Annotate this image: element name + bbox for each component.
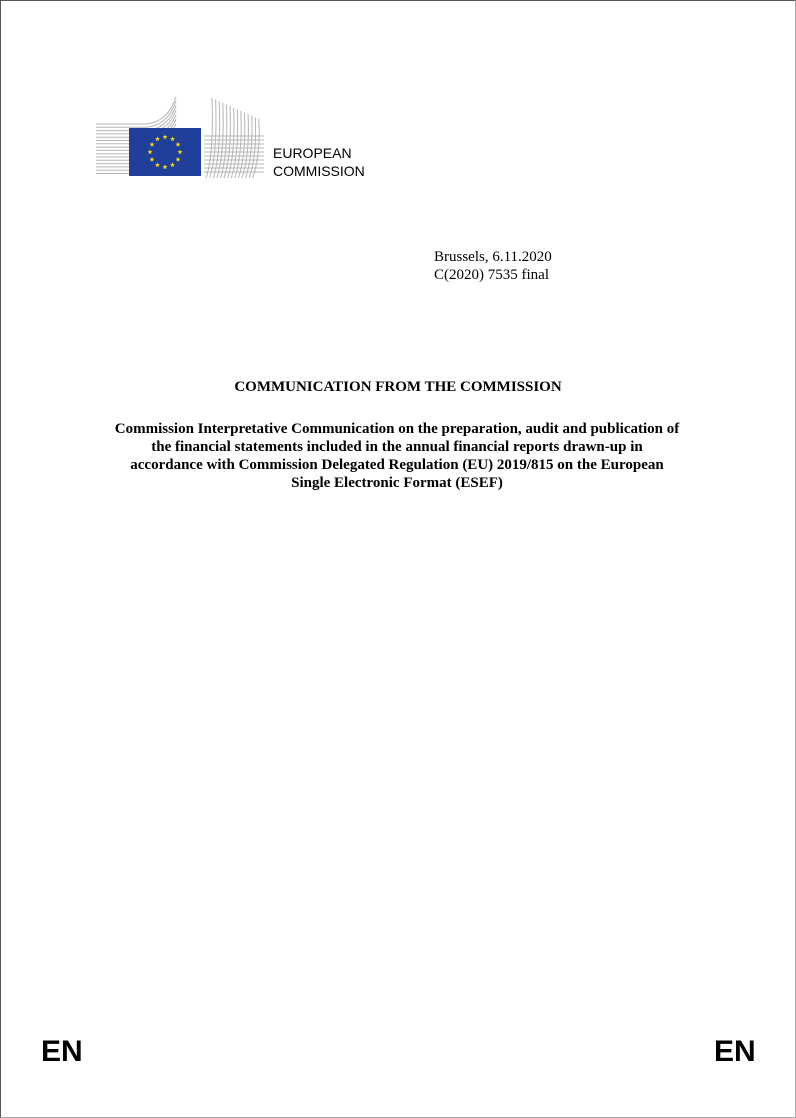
title-line: the financial statements included in the annual financial reports drawn-up in — [151, 439, 643, 455]
language-code-left: EN — [41, 1035, 83, 1068]
org-name-line2: COMMISSION — [273, 163, 365, 179]
date-reference-block — [434, 248, 552, 284]
document-reference: C(2020) 7535 final — [434, 267, 549, 283]
document-type-heading: COMMUNICATION FROM THE COMMISSION — [234, 379, 562, 395]
berlaymont-building-icon — [96, 94, 266, 180]
title-line: Commission Interpretative Communication on the preparation, audit and publication of — [114, 421, 680, 437]
document-title — [91, 420, 703, 492]
organisation-name — [273, 144, 365, 180]
title-line: Single Electronic Format (ESEF) — [291, 475, 503, 491]
european-commission-logo — [96, 94, 266, 180]
org-name-line1: EUROPEAN — [273, 145, 352, 161]
title-line: accordance with Commission Delegated Regulation (EU) 2019/815 on the European — [130, 457, 664, 473]
place-date: Brussels, 6.11.2020 — [434, 249, 552, 265]
language-code-right: EN — [714, 1035, 756, 1068]
